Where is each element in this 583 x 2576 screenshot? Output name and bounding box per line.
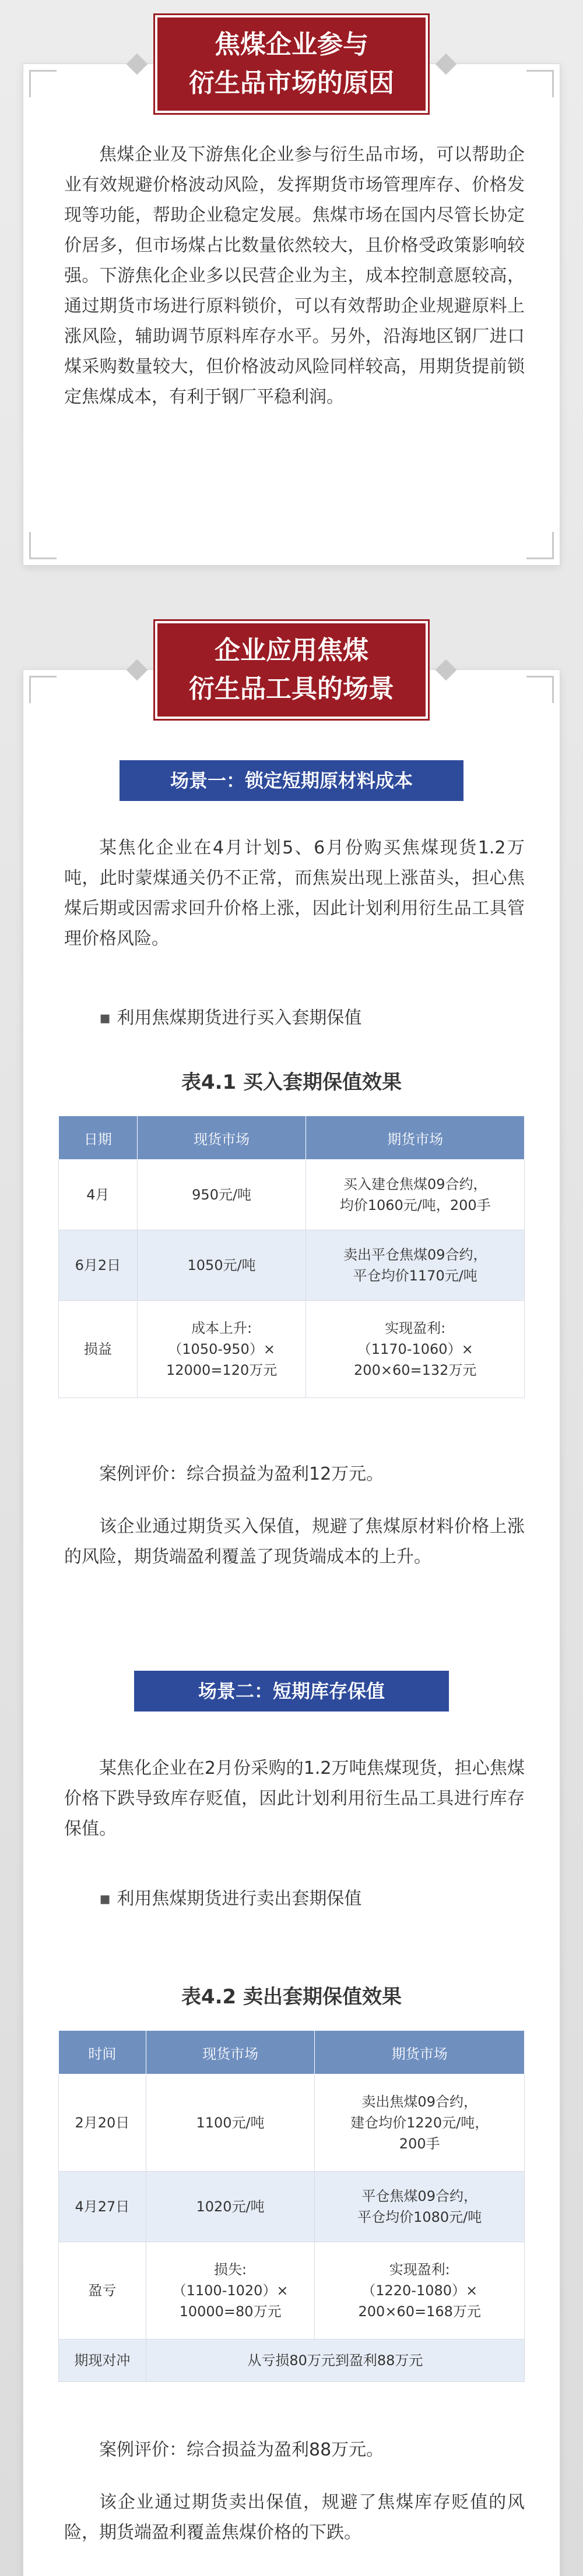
scene1-tag: 场景一：锁定短期原材料成本 <box>120 760 463 801</box>
section2-title-line2: 衍生品工具的场景 <box>189 674 394 704</box>
table-header-row <box>59 1116 525 1160</box>
cell-line: 买入建仓焦煤09合约， <box>343 1176 487 1192</box>
cell-line: （1050-950）× <box>168 1341 275 1357</box>
table-header-cell: 期货市场 <box>306 1116 525 1160</box>
scene1-paragraph: 某焦化企业在4月计划5、6月份购买焦煤现货1.2万吨，此时蒙煤通关仍不正常，而焦炭出现上涨苗头，担心焦煤后期或因需求回升价格上涨，因此计划利用衍生品工具管理价格风险。 <box>64 838 525 949</box>
table-cell <box>146 2172 315 2242</box>
cell-line: 10000=80万元 <box>179 2303 282 2320</box>
section2-title-line1: 企业应用焦煤 <box>215 636 368 665</box>
scene1-conclusion: 该企业通过期货买入保值，规避了焦煤原材料价格上涨的风险，期货端盈利覆盖了现货端成本的上升。 <box>64 1516 525 1567</box>
table-cell: 4月 <box>59 1160 138 1230</box>
cell-line: 200×60=132万元 <box>354 1362 477 1378</box>
table-row <box>59 1160 525 1230</box>
cell-line: 200×60=168万元 <box>358 2303 481 2320</box>
corner-ornament-icon <box>29 676 57 703</box>
cell-line: 平仓均价1170元/吨 <box>353 1268 477 1284</box>
section1-title-line2: 衍生品市场的原因 <box>189 68 394 98</box>
corner-ornament-icon <box>29 532 57 559</box>
table-cell: 损益 <box>59 1301 138 1398</box>
table-header-cell: 现货市场 <box>146 2031 315 2074</box>
scene2-table-title: 表4.2 卖出套期保值效果 <box>181 1985 402 2009</box>
cell-line: 平仓均价1080元/吨 <box>357 2209 482 2225</box>
table-cell <box>146 2242 315 2339</box>
table-row <box>59 2242 525 2339</box>
scene2-bullet <box>99 1887 361 1911</box>
table-row <box>59 2074 525 2172</box>
bullet-dot-icon: ▪ <box>99 1889 111 1909</box>
table-summary-row <box>59 2339 525 2382</box>
corner-ornament-icon <box>526 676 554 703</box>
cell-line: 损失: <box>214 2261 247 2278</box>
cell-line: 均价1060元/吨，200手 <box>339 1197 491 1213</box>
cell-line: （1100-1020）× <box>172 2282 289 2299</box>
cell-line: 实现盈利: <box>389 2261 450 2278</box>
cell-line: 建仓均价1220元/吨， <box>350 2115 489 2131</box>
table-row <box>59 1230 525 1301</box>
table-header-cell: 日期 <box>59 1116 138 1160</box>
table-header-cell: 现货市场 <box>137 1116 306 1160</box>
corner-ornament-icon <box>526 70 554 97</box>
scene1-evaluation: 案例评价：综合损益为盈利12万元。 <box>99 1464 384 1484</box>
scene2-conclusion: 该企业通过期货卖出保值，规避了焦煤库存贬值的风险，期货端盈利覆盖焦煤价格的下跌。 <box>64 2492 525 2543</box>
cell-line: 卖出焦煤09合约， <box>361 2094 477 2110</box>
scene1-bullet-text: 利用焦煤期货进行买入套期保值 <box>117 1008 362 1028</box>
corner-ornament-icon <box>29 70 57 97</box>
table-cell <box>315 2074 525 2172</box>
table-cell <box>306 1160 525 1230</box>
cell-line: （1170-1060）× <box>357 1341 473 1357</box>
cell-line: 12000=120万元 <box>166 1362 278 1378</box>
bullet-dot-icon: ▪ <box>99 1008 111 1028</box>
table-cell <box>306 1230 525 1301</box>
table-header-cell: 期货市场 <box>315 2031 525 2074</box>
cell-line: 200手 <box>399 2136 440 2152</box>
scene2-table <box>58 2030 525 2382</box>
cell-line: 成本上升: <box>191 1320 252 1336</box>
table-row <box>59 1301 525 1398</box>
cell-line: 卖出平仓焦煤09合约， <box>343 1247 487 1263</box>
table-cell <box>315 2172 525 2242</box>
section2-title-banner <box>157 623 426 717</box>
cell-line: （1220-1080）× <box>361 2282 478 2299</box>
cell-line: 1100元/吨 <box>196 2115 265 2131</box>
scene2-tag: 场景二：短期库存保值 <box>134 1671 449 1712</box>
scene2-paragraph: 某焦化企业在2月份采购的1.2万吨焦煤现货，担心焦煤价格下跌导致库存贬值，因此计划利用衍生品工具进行库存保值。 <box>64 1758 525 1839</box>
table-cell: 期现对冲 <box>59 2339 146 2382</box>
table-cell <box>146 2074 315 2172</box>
table-cell <box>315 2242 525 2339</box>
scene1-table <box>58 1116 525 1398</box>
table-row <box>59 2172 525 2242</box>
table-cell <box>137 1230 306 1301</box>
table-cell: 从亏损80万元到盈利88万元 <box>146 2339 524 2382</box>
corner-ornament-icon <box>526 532 554 559</box>
cell-line: 实现盈利: <box>385 1320 446 1336</box>
table-header-row <box>59 2031 525 2074</box>
table-cell: 盈亏 <box>59 2242 146 2339</box>
scene2-bullet-text: 利用焦煤期货进行卖出套期保值 <box>117 1889 362 1909</box>
scene1-table-title: 表4.1 买入套期保值效果 <box>181 1071 402 1094</box>
cell-line: 平仓焦煤09合约， <box>361 2188 477 2204</box>
cell-line: 1020元/吨 <box>196 2199 265 2215</box>
section1-title-line1: 焦煤企业参与 <box>215 30 368 59</box>
table-cell <box>137 1301 306 1398</box>
cell-line: 1050元/吨 <box>187 1257 256 1273</box>
scene2-evaluation: 案例评价：综合损益为盈利88万元。 <box>99 2440 384 2460</box>
table-cell: 2月20日 <box>59 2074 146 2172</box>
table-cell: 4月27日 <box>59 2172 146 2242</box>
cell-line: 950元/吨 <box>192 1187 252 1203</box>
section1-title-banner <box>157 17 426 111</box>
table-cell <box>306 1301 525 1398</box>
scene1-bullet <box>99 1007 361 1030</box>
table-header-cell: 时间 <box>59 2031 146 2074</box>
table-cell <box>137 1160 306 1230</box>
section1-paragraph: 焦煤企业及下游焦化企业参与衍生品市场，可以帮助企业有效规避价格波动风险，发挥期货市场管理库存、价格发现等功能，帮助企业稳定发展。焦煤市场在国内尽管长协定价居多，但市场煤占比数量依然较大，且价格受政策影响较强。下游焦化企业多以民营企业为主，成本控制意愿较高，通过期货市场进行原料锁价，可以有效帮助企业规避原料上涨风险，辅助调节原料库存水平。另外，沿海地区钢厂进口煤采购数量较大，但价格波动风险同样较高，用期货提前锁定焦煤成本，有利于钢厂平稳利润。 <box>64 144 525 407</box>
table-cell: 6月2日 <box>59 1230 138 1301</box>
